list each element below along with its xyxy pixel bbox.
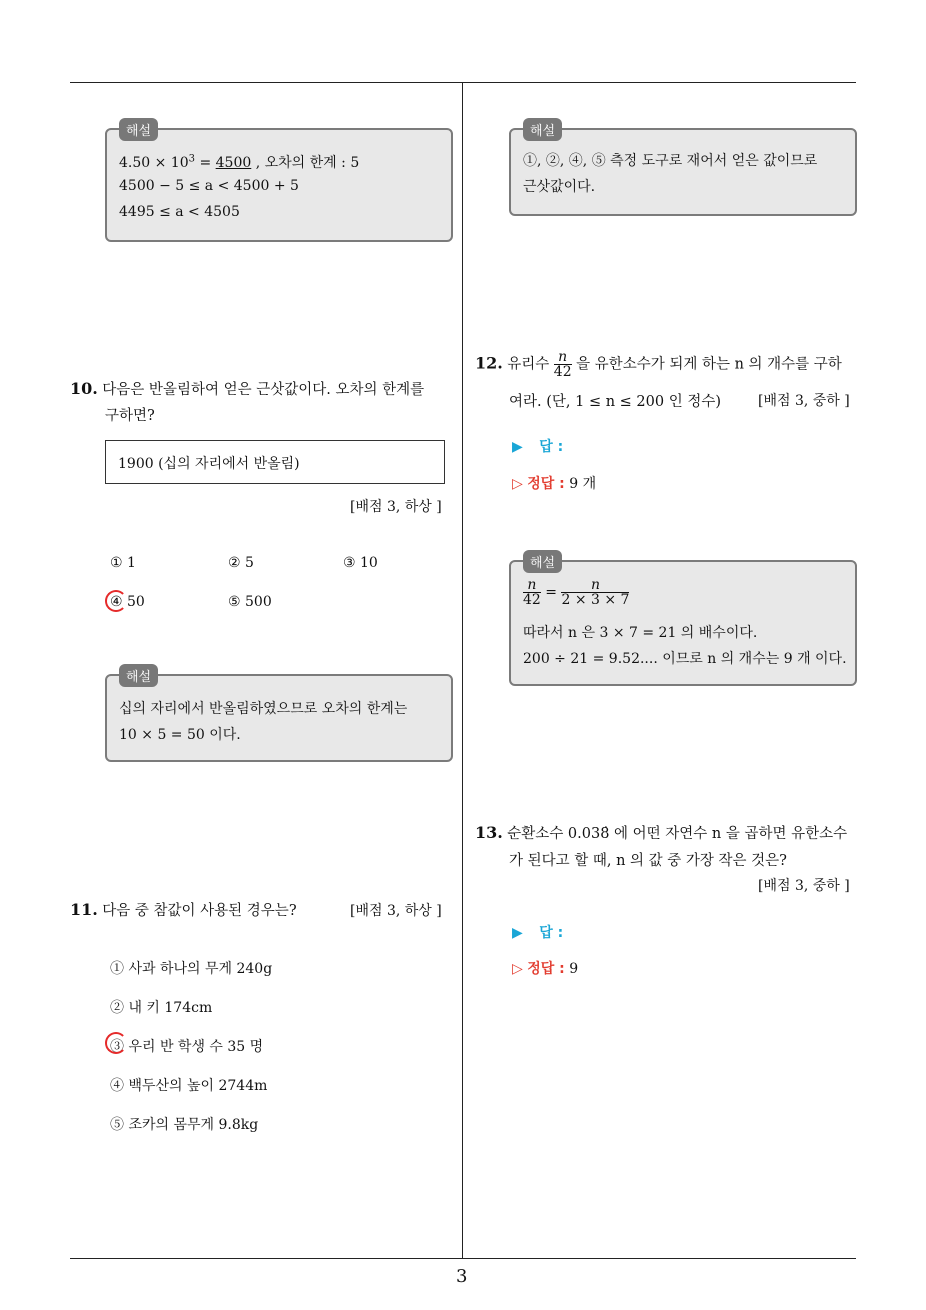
option-2[interactable]: ② 5 — [228, 555, 254, 571]
question-text-post: 을 유한소수가 되게 하는 n 의 개수를 구하 — [576, 356, 842, 373]
question-text: 다음 중 참값이 사용된 경우는? — [102, 903, 297, 919]
correct-answer-row — [512, 473, 596, 493]
question-13 — [475, 822, 847, 843]
play-arrow-icon: ▶ — [512, 439, 523, 455]
fraction-denominator: 2 × 3 × 7 — [561, 592, 630, 608]
triangle-outline-icon: ▷ — [512, 476, 523, 492]
question-number: 12. — [475, 353, 503, 373]
question-number: 11. — [70, 900, 98, 919]
fraction-n-over-42 — [554, 350, 572, 379]
solution-line-2: 4500 − 5 ≤ a < 4500 + 5 — [119, 178, 299, 194]
expr-post: , 오차의 한계 : 5 — [251, 155, 360, 171]
fraction-n-over-42 — [523, 578, 541, 607]
question-12 — [475, 350, 842, 379]
page-number: 3 — [456, 1266, 468, 1287]
solution-line-1: ①, ②, ④, ⑤ 측정 도구로 재어서 얻은 값이므로 — [523, 153, 818, 169]
answer-label: 답 : — [539, 439, 564, 455]
solution-line-2: 근삿값이다. — [523, 179, 596, 195]
expr-exponent: 3 — [188, 153, 195, 165]
column-divider — [462, 83, 463, 1258]
question-text-line-2: 여라. (단, 1 ≤ n ≤ 200 인 정수) — [509, 394, 721, 410]
fraction-denominator: 42 — [523, 592, 541, 608]
option-2[interactable]: ② 내 키 174cm — [110, 1000, 213, 1016]
correct-label: 정답 : — [527, 961, 565, 977]
option-3[interactable]: ③ 우리 반 학생 수 35 명 — [110, 1039, 264, 1055]
solution-box-q-prev — [509, 124, 857, 216]
correct-answer-row — [512, 958, 578, 978]
correct-label: 정답 : — [527, 476, 565, 492]
score-label: [배점 3, 중하 ] — [758, 878, 850, 894]
expr-underlined: 4500 — [215, 155, 252, 171]
question-text-line-1: 다음은 반올림하여 얻은 근삿값이다. 오차의 한계를 — [102, 382, 425, 398]
fraction-numerator: n — [561, 578, 629, 593]
question-text-line-2: 가 된다고 할 때, n 의 값 중 가장 작은 것은? — [509, 853, 787, 869]
given-value-text: 1900 (십의 자리에서 반올림) — [118, 456, 300, 472]
answer-row — [512, 922, 563, 942]
answer-row — [512, 436, 563, 456]
question-text-line-2: 구하면? — [105, 408, 155, 424]
correct-value: 9 — [569, 961, 579, 977]
question-number: 10. — [70, 379, 98, 398]
given-value-box — [105, 440, 445, 484]
question-11 — [70, 899, 297, 920]
question-text-pre: 유리수 — [507, 356, 550, 373]
solution-line-1 — [523, 578, 629, 607]
option-4[interactable]: ④ 백두산의 높이 2744m — [110, 1078, 268, 1094]
answer-circle-mark — [105, 1032, 127, 1054]
solution-tag: 해설 — [523, 550, 562, 573]
option-5[interactable]: ⑤ 500 — [228, 594, 272, 610]
solution-tag: 해설 — [119, 664, 158, 687]
fraction-numerator: n — [554, 350, 572, 365]
question-10 — [70, 378, 424, 399]
option-1[interactable]: ① 1 — [110, 555, 136, 571]
question-number: 13. — [475, 823, 503, 842]
triangle-outline-icon: ▷ — [512, 961, 523, 977]
fraction-numerator: n — [523, 578, 541, 593]
answer-circle-mark — [105, 590, 127, 612]
fraction-denominator: 42 — [553, 364, 572, 380]
solution-box-q10 — [105, 670, 453, 762]
solution-line-2: 10 × 5 = 50 이다. — [119, 727, 241, 743]
correct-value: 9 개 — [569, 476, 597, 492]
score-label: [배점 3, 중하 ] — [758, 393, 850, 409]
play-arrow-icon: ▶ — [512, 925, 523, 941]
solution-line-1: 십의 자리에서 반올림하였으므로 오차의 한계는 — [119, 701, 408, 717]
expr-eq: = — [195, 155, 216, 171]
score-label: [배점 3, 하상 ] — [350, 499, 442, 515]
option-3[interactable]: ③ 10 — [343, 555, 378, 571]
option-5[interactable]: ⑤ 조카의 몸무게 9.8kg — [110, 1117, 259, 1133]
question-text-line-1: 순환소수 0.038̇ 에 어떤 자연수 n 을 곱하면 유한소수 — [507, 826, 848, 842]
top-rule — [70, 82, 856, 83]
solution-line-3: 200 ÷ 21 = 9.52.... 이므로 n 의 개수는 9 개 이다. — [523, 651, 847, 667]
solution-box-q9 — [105, 124, 453, 242]
bottom-rule — [70, 1258, 856, 1259]
answer-label: 답 : — [539, 925, 564, 941]
solution-box-q12 — [509, 556, 857, 686]
solution-line-1 — [119, 152, 359, 172]
expr-eq: = — [540, 584, 562, 601]
solution-tag: 해설 — [119, 118, 158, 141]
score-label: [배점 3, 하상 ] — [350, 903, 442, 919]
solution-line-3: 4495 ≤ a < 4505 — [119, 204, 240, 220]
option-4[interactable]: ④ 50 — [110, 594, 145, 610]
expr-base: 4.50 × 10 — [119, 155, 189, 171]
solution-tag: 해설 — [523, 118, 562, 141]
solution-line-2: 따라서 n 은 3 × 7 = 21 의 배수이다. — [523, 625, 758, 641]
fraction-n-over-product — [561, 578, 629, 607]
option-1[interactable]: ① 사과 하나의 무게 240g — [110, 961, 273, 977]
